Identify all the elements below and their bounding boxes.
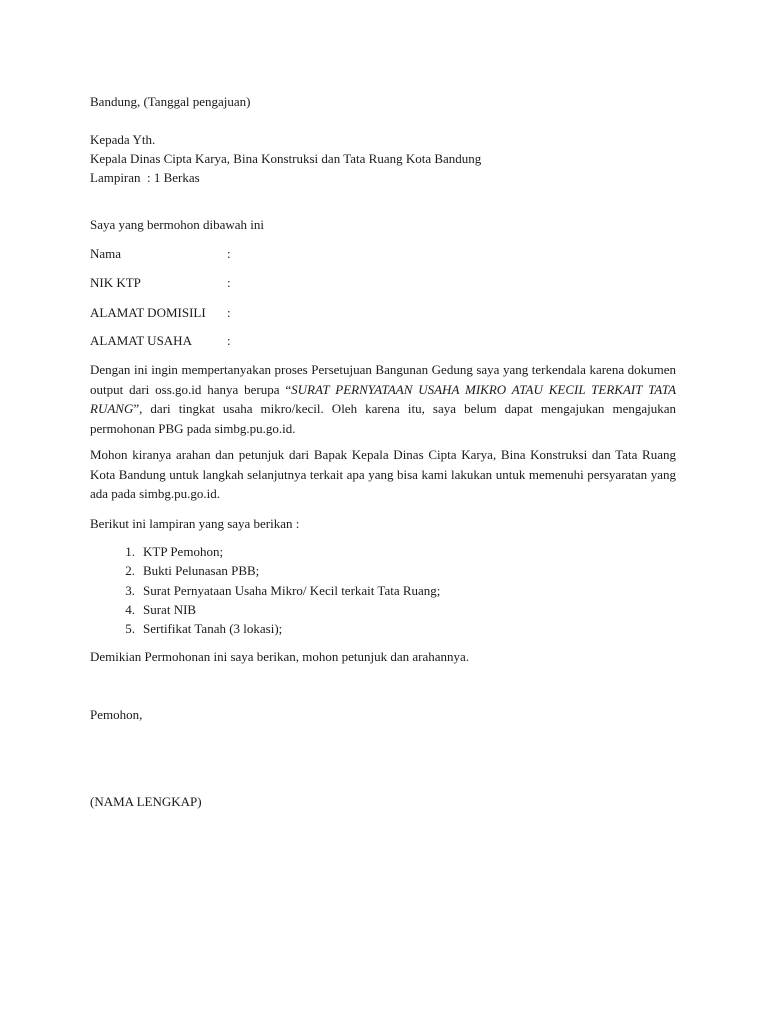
- paragraph-guidance: Mohon kiranya arahan dan petunjuk dari Bapak Kepala Dinas Cipta Karya, Bina Konstruksi dan Tata Ruang Kota Bandung untuk langkah selanjutnya terkait apa yang bisa kami lakukan untuk memenuhi persyaratan yang ada pada simbg.pu.go.id.: [90, 447, 676, 501]
- letter-page: [90, 0, 676, 1024]
- list-number: 5.: [125, 621, 135, 637]
- list-item: [90, 581, 676, 600]
- closing-text: Demikian Permohonan ini saya berikan, mohon petunjuk dan arahannya.: [90, 649, 470, 664]
- place-date: Bandung, (Tanggal pengajuan): [90, 94, 251, 109]
- list-text: Surat Pernyataan Usaha Mikro/ Kecil terkait Tata Ruang;: [143, 582, 441, 598]
- recipient-greeting: Kepada Yth.: [90, 132, 156, 147]
- list-item: [90, 542, 676, 561]
- paragraph-request-part2: ”, dari tingkat usaha mikro/kecil. Oleh karena itu, saya belum dapat mengajukan mengajukan permohonan PBG pada simbg.pu.go.id.: [90, 401, 676, 436]
- field-label: NIK KTP: [90, 275, 141, 290]
- list-text: KTP Pemohon;: [143, 544, 224, 559]
- paragraph-request-italic: SURAT PERNYATAAN USAHA MIKRO ATAU KECIL TERKAIT TATA RUANG: [90, 381, 677, 416]
- list-number: 4.: [125, 601, 135, 617]
- lampiran-line: [90, 168, 200, 187]
- field-separator: :: [227, 305, 231, 320]
- list-text: Surat NIB: [143, 601, 197, 617]
- attachments-list: [90, 542, 676, 638]
- field-nik: [90, 273, 231, 292]
- field-alamat-usaha: [90, 331, 231, 350]
- field-label: Nama: [90, 246, 122, 261]
- recipient-title: Kepala Dinas Cipta Karya, Bina Konstruksi dan Tata Ruang Kota Bandung: [90, 151, 482, 166]
- field-label: ALAMAT DOMISILI: [90, 305, 206, 320]
- field-separator: :: [227, 333, 231, 348]
- signature-name: (NAMA LENGKAP): [90, 794, 202, 809]
- field-separator: :: [227, 246, 231, 261]
- paragraph-request: [90, 360, 676, 438]
- list-item: [90, 619, 676, 638]
- list-number: 3.: [125, 582, 135, 598]
- lampiran-value: : 1 Berkas: [147, 170, 200, 185]
- list-number: 1.: [125, 544, 135, 559]
- lampiran-label: Lampiran: [90, 170, 141, 185]
- field-alamat-domisili: [90, 303, 231, 322]
- paragraph-request-part1: Dengan ini ingin mempertanyakan proses Persetujuan Bangunan Gedung saya yang terkendala karena dokumen output dari oss.go.id hanya berupa “: [90, 362, 676, 397]
- list-text: Bukti Pelunasan PBB;: [143, 563, 260, 579]
- attachments-intro: Berikut ini lampiran yang saya berikan :: [90, 516, 300, 531]
- list-text: Sertifikat Tanah (3 lokasi);: [143, 621, 283, 637]
- list-item: [90, 561, 676, 580]
- field-label: ALAMAT USAHA: [90, 333, 192, 348]
- field-separator: :: [227, 275, 231, 290]
- list-item: [90, 600, 676, 619]
- field-nama: [90, 244, 231, 263]
- signature-label: Pemohon,: [90, 707, 143, 722]
- intro-text: Saya yang bermohon dibawah ini: [90, 217, 265, 232]
- list-number: 2.: [125, 563, 135, 579]
